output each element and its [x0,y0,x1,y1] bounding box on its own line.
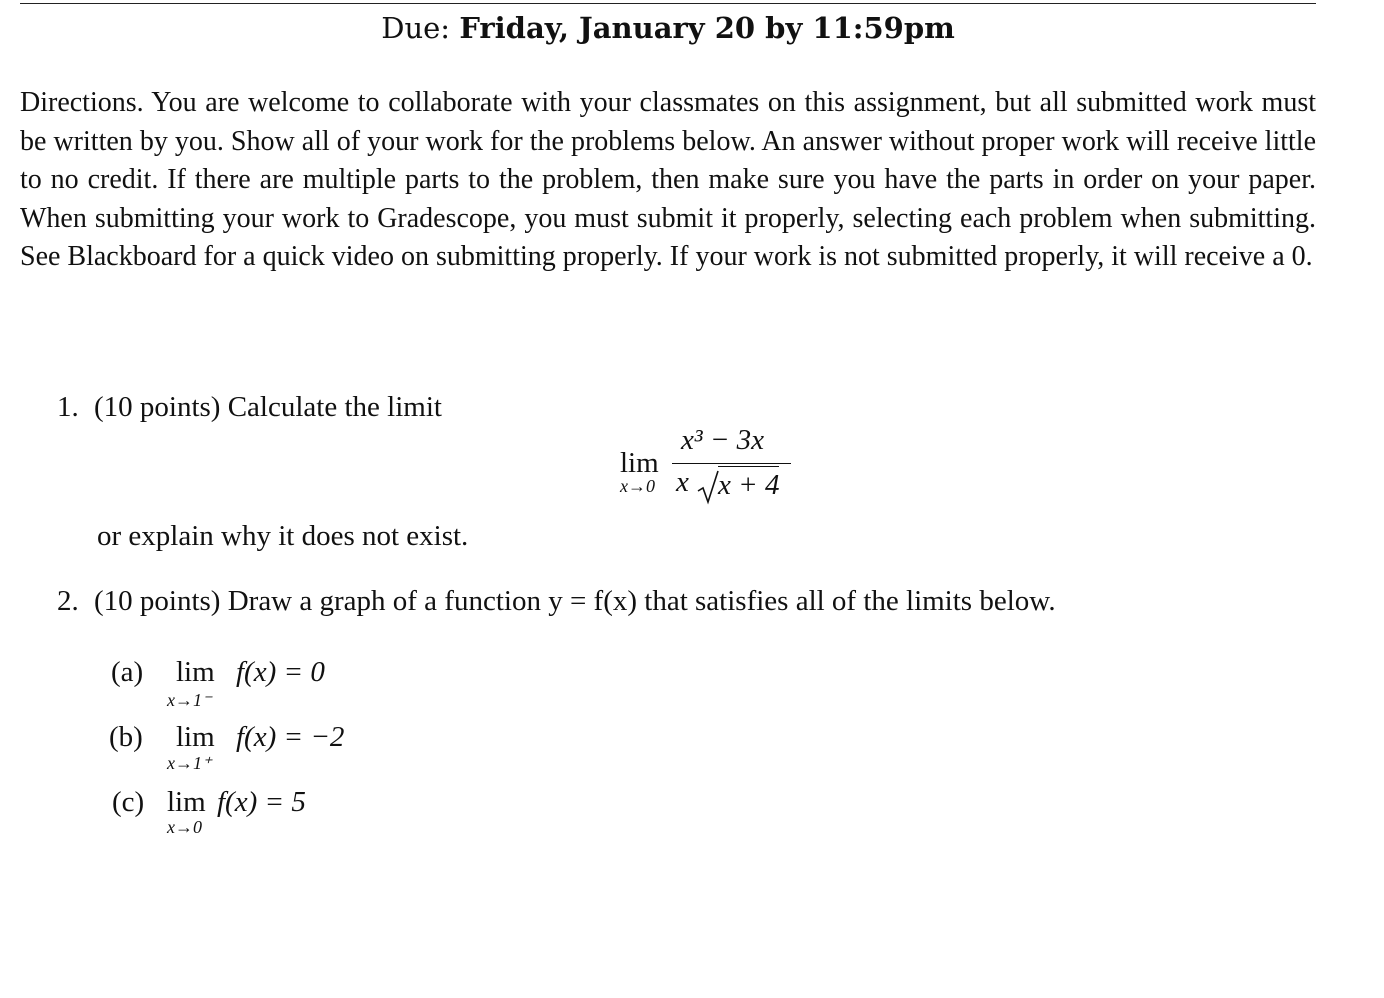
due-date: Friday, January 20 by 11:59pm [459,11,955,45]
part-a-lim: lim [176,656,215,688]
due-line [0,8,1336,48]
part-c-expression: f(x) = 5 [217,786,306,818]
part-a-expression: f(x) = 0 [236,656,325,688]
part-b-expression: f(x) = −2 [236,721,345,753]
part-b-lim: lim [176,721,215,753]
problem-2-text: (10 points) Draw a graph of a function y = f(x) that satisfies all of the limits below. [94,585,1056,617]
directions-paragraph: Directions. You are welcome to collaborate with your classmates on this assignment, but all submitted work must be written by you. Show all of your work for the problems below. An answer without proper work will receive little to no credit. If there are multiple parts to the problem, then make sure you have the parts in order on your paper. When submitting your work to Gradescope, you must submit it properly, selecting each problem when submitting. See Blackboard for a quick video on submitting properly. If your work is not submitted properly, it will receive a 0. [20,87,1316,272]
denominator-prefix: x [676,466,689,498]
part-b-label: (b) [109,721,143,753]
problem-2 [57,583,1056,619]
radicand: x + 4 [718,466,779,503]
part-a-subscript: x→1⁻ [167,690,212,710]
part-c-subscript: x→0 [167,817,202,837]
limit-word: lim [620,447,659,479]
limit-numerator: x³ − 3x [681,424,765,456]
due-label: Due: [381,11,451,45]
problem-1-followup: or explain why it does not exist. [97,520,469,552]
part-c-lim: lim [167,786,206,818]
limit-subscript: x→0 [620,476,655,496]
problem-1-number: 1. [57,391,79,423]
part-a-label: (a) [111,656,144,688]
problem-1-text: (10 points) Calculate the limit [94,391,442,423]
part-c-label: (c) [112,786,145,818]
problem-1 [57,389,442,425]
problem-2-number: 2. [57,585,79,617]
top-rule [20,3,1316,4]
part-b-subscript: x→1⁺ [167,753,212,773]
fraction-bar [672,463,791,464]
